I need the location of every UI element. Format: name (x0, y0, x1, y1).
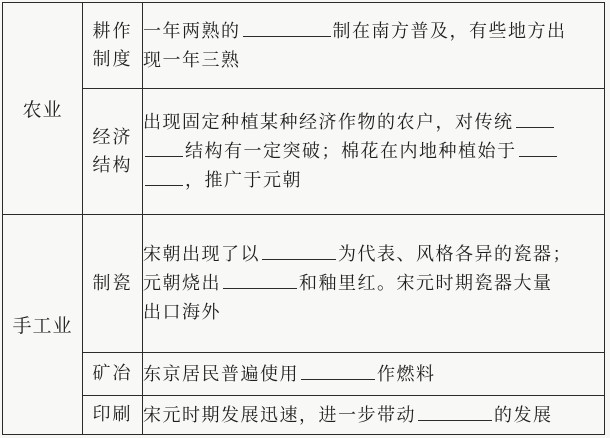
content-line (143, 17, 604, 46)
content-economic-structure (143, 89, 605, 215)
answer-blank[interactable] (223, 270, 297, 289)
answer-blank-continued (145, 138, 183, 157)
subcategory-label: 经济 (92, 126, 133, 148)
content-text: 元朝烧出 (143, 273, 221, 294)
content-line: 现一年三熟 (143, 49, 241, 71)
content-line (143, 360, 604, 389)
content-line (143, 240, 604, 269)
subcategory-label: 耕作 (92, 20, 133, 42)
content-text: 东京居民普遍使用 (143, 363, 299, 385)
content-line (143, 401, 604, 430)
content-line: 出口海外 (143, 302, 221, 323)
content-printing (143, 396, 605, 435)
content-text: 和釉里红。宋元时期瓷器大量 (299, 273, 553, 294)
content-text: 出现固定种植某种经济作物的农户，对传统 (143, 112, 514, 133)
answer-blank[interactable] (301, 361, 375, 380)
content-line (143, 108, 604, 137)
subcategory-farming-system (83, 3, 143, 89)
answer-blank-continued (145, 167, 183, 186)
subcategory-label: 结构 (92, 154, 133, 176)
table-row (3, 3, 605, 89)
history-fill-in-table (2, 2, 605, 435)
content-text: 一年两熟的 (143, 20, 241, 42)
content-line (143, 137, 604, 166)
answer-blank[interactable] (418, 402, 492, 421)
subcategory-mining: 矿冶 (83, 353, 143, 396)
content-text: 制在南方普及，有些地方出 (332, 20, 567, 42)
content-porcelain (143, 215, 605, 353)
table-row (3, 396, 605, 435)
content-text: 作燃料 (377, 363, 436, 385)
content-text: 为代表、风格各异的瓷器； (338, 244, 572, 265)
table-row (3, 353, 605, 396)
subcategory-economic-structure (83, 89, 143, 215)
content-text: 宋朝出现了以 (143, 244, 260, 265)
answer-blank[interactable] (243, 18, 331, 37)
content-farming-system (143, 3, 605, 89)
content-text: 的发展 (494, 404, 553, 426)
answer-blank[interactable] (262, 241, 336, 260)
content-line (143, 166, 604, 195)
subcategory-printing: 印刷 (83, 396, 143, 435)
table-row (3, 89, 605, 215)
answer-blank[interactable] (516, 109, 554, 128)
content-text: 结构有一定突破；棉花在内地种植始于 (185, 141, 517, 162)
subcategory-label: 制度 (92, 48, 133, 70)
content-text: 宋元时期发展迅速，进一步带动 (143, 404, 416, 426)
category-agriculture: 农业 (3, 3, 83, 215)
category-handicraft: 手工业 (3, 215, 83, 435)
subcategory-porcelain: 制瓷 (83, 215, 143, 353)
content-line (143, 269, 604, 298)
content-mining (143, 353, 605, 396)
table-row (3, 215, 605, 353)
answer-blank[interactable] (519, 138, 557, 157)
content-text: ，推广于元朝 (185, 170, 302, 191)
